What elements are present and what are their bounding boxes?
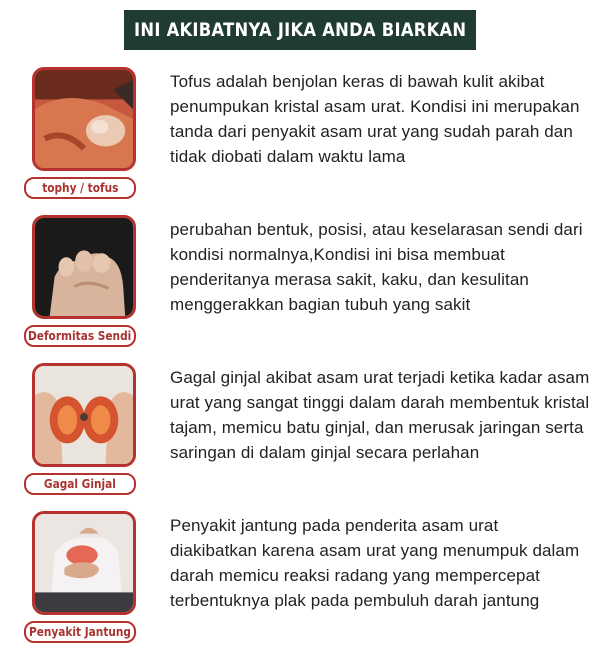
page-title: INI AKIBATNYA JIKA ANDA BIARKAN: [133, 19, 467, 41]
caption-heart-disease: Penyakit Jantung: [24, 621, 136, 643]
list-item-tophus: [0, 67, 600, 215]
page-title-banner: [124, 10, 476, 50]
list-item-kidney-failure: [0, 363, 600, 511]
heart-disease-photo: [32, 511, 136, 615]
list-item-joint-deformity: [0, 215, 600, 363]
description-kidney-failure: Gagal ginjal akibat asam urat terjadi ketika kadar asam urat yang sangat tinggi dalam darah membentuk kristal tajam, memicu batu ginjal, dan merusak jaringan serta saringan di dalam ginjal secara perlahan: [170, 368, 590, 462]
tophus-photo: [32, 67, 136, 171]
caption-joint-deformity: Deformitas Sendi: [24, 325, 136, 347]
caption-kidney-failure: Gagal Ginjal: [24, 473, 136, 495]
joint-deformity-photo: [32, 215, 136, 319]
list-item-heart-disease: [0, 511, 600, 659]
description-tophus: Tofus adalah benjolan keras di bawah kulit akibat penumpukan kristal asam urat. Kondisi ini merupakan tanda dari penyakit asam urat yang sudah parah dan tidak diobati dalam waktu lama: [170, 72, 580, 166]
kidney-failure-photo: [32, 363, 136, 467]
description-heart-disease: Penyakit jantung pada penderita asam urat diakibatkan karena asam urat yang menumpuk dalam darah memicu reaksi radang yang mempercepat terbentuknya plak pada pembuluh darah jantung: [170, 516, 580, 610]
caption-tophus: tophy / tofus: [24, 177, 136, 199]
description-joint-deformity: perubahan bentuk, posisi, atau keselarasan sendi dari kondisi normalnya,Kondisi ini bisa membuat penderitanya merasa sakit, kaku, dan kesulitan menggerakkan bagian tubuh yang sakit: [170, 220, 583, 314]
